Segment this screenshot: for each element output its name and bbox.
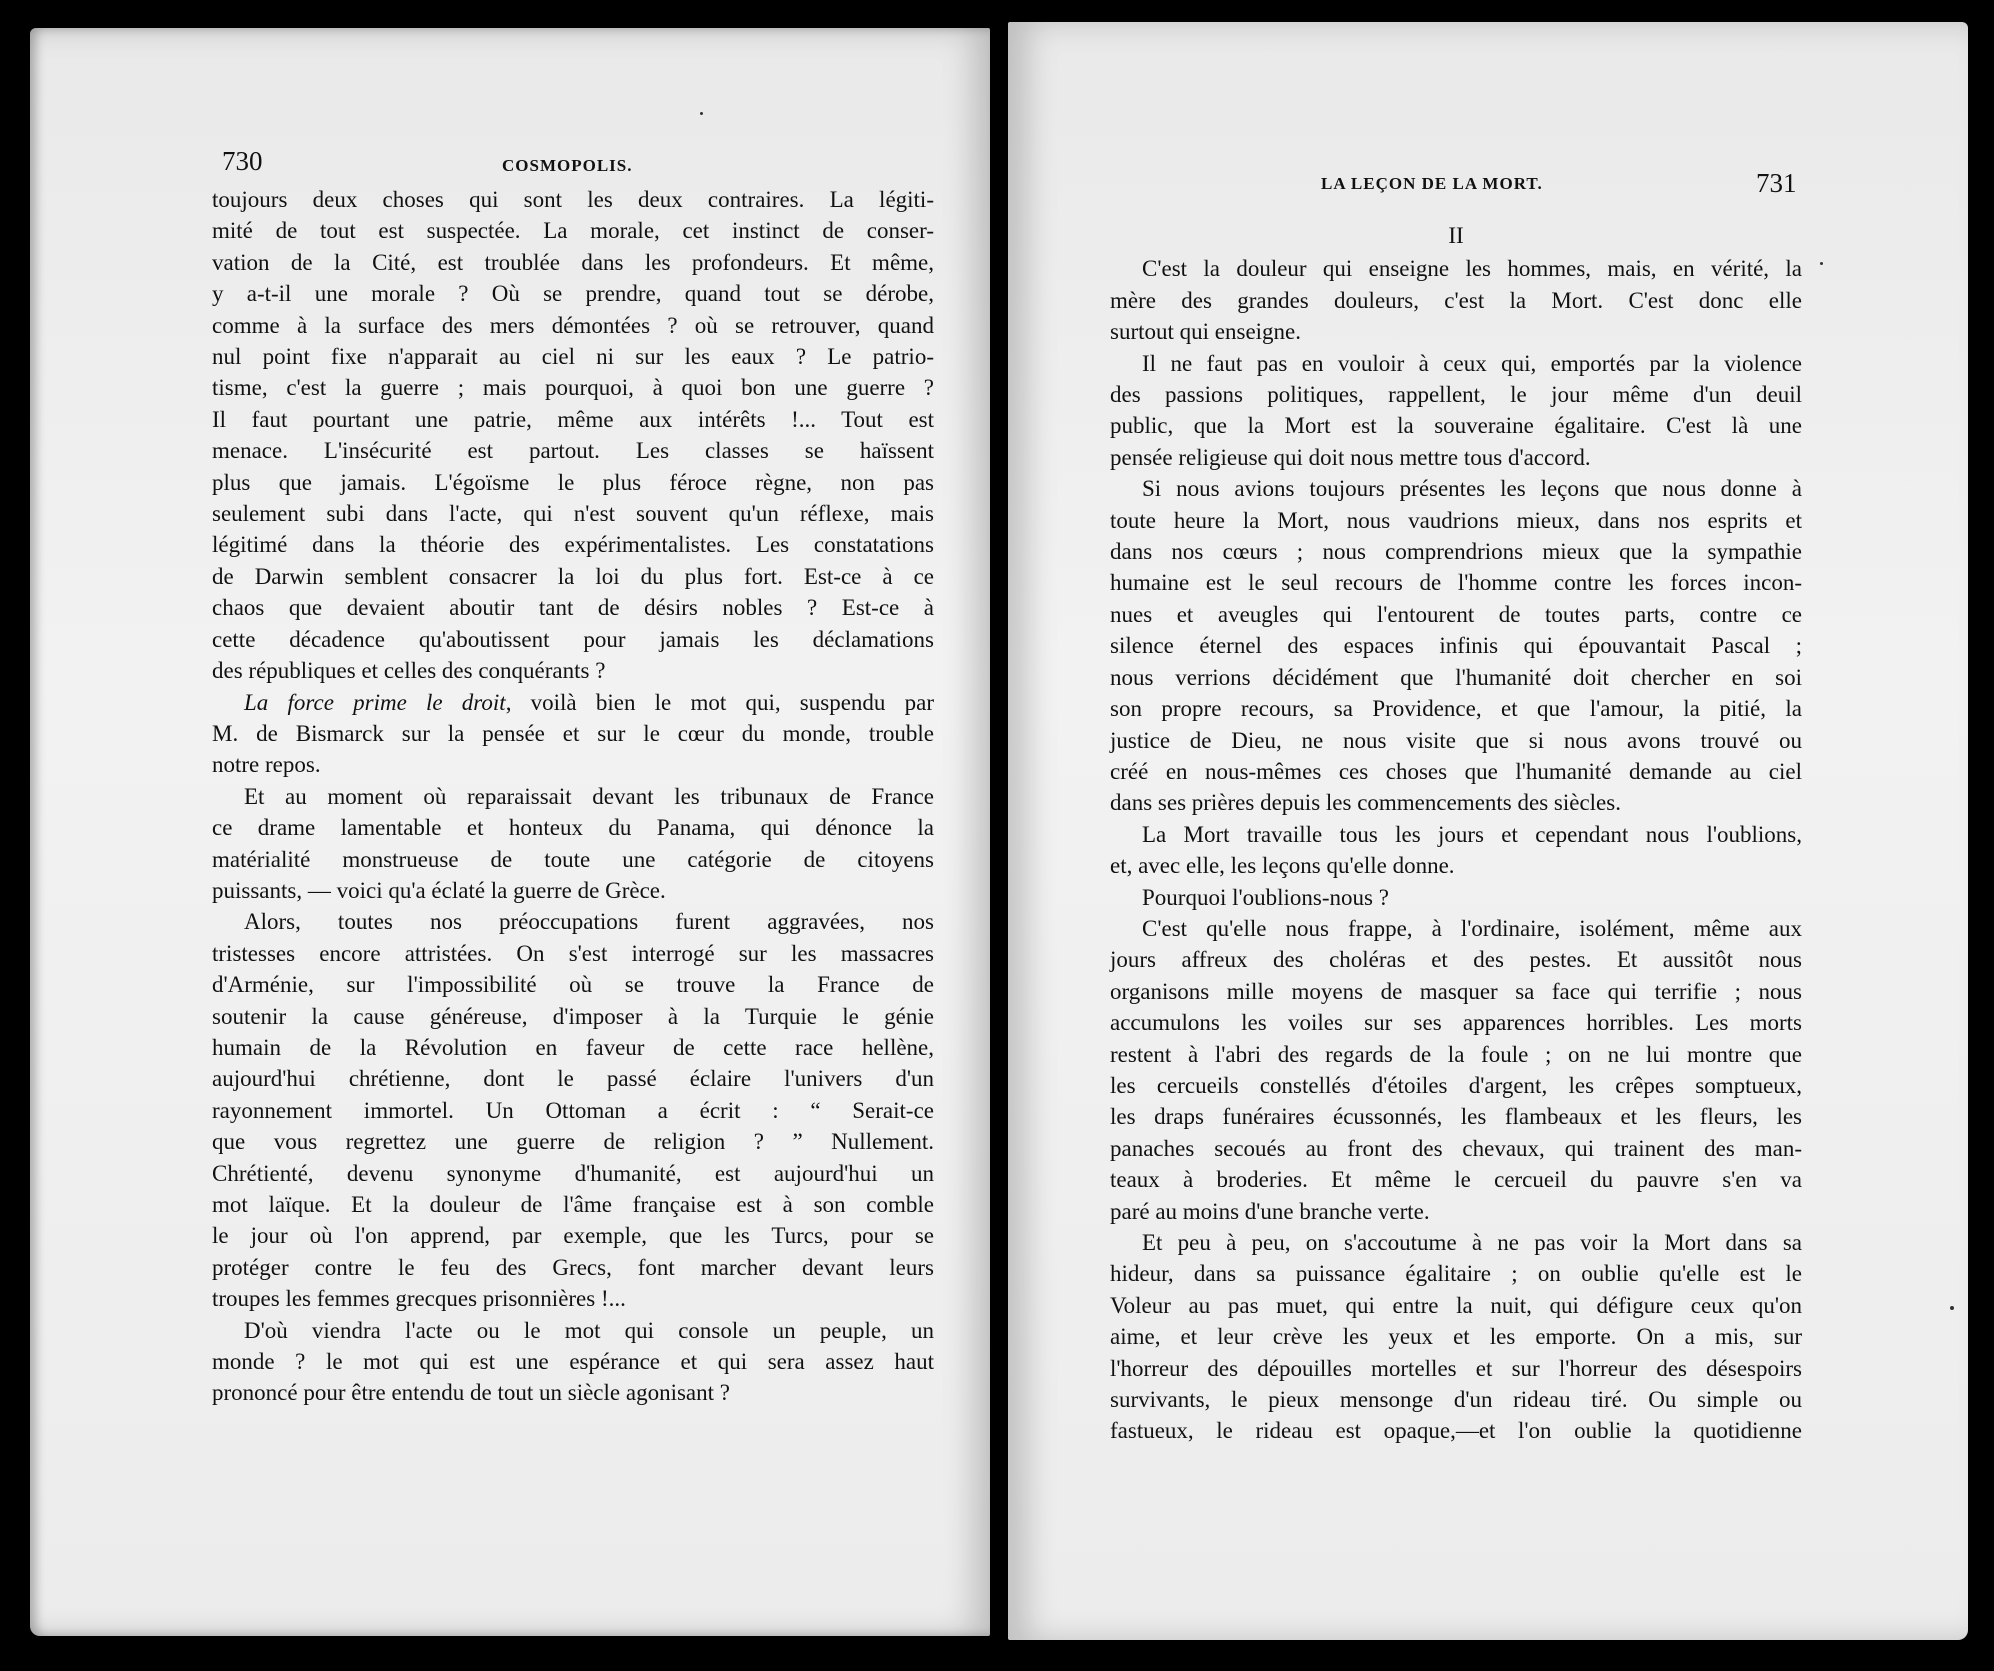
text-line: nul point fixe n'apparait au ciel ni sur les eaux ? Le patrio- xyxy=(212,344,934,370)
text-line: jours affreux des choléras et des pestes. Et aussitôt nous xyxy=(1110,947,1802,973)
text-line: C'est qu'elle nous frappe, à l'ordinaire, isolément, même aux xyxy=(1142,915,1802,941)
text-line: Si nous avions toujours présentes les leçons que nous donne à xyxy=(1142,476,1802,502)
text-line: tristesses encore attristées. On s'est interrogé sur les massacres xyxy=(212,940,934,966)
text-line: teaux à broderies. Et même le cercueil du pauvre s'en va xyxy=(1110,1167,1802,1193)
text-line: vation de la Cité, est troublée dans les profondeurs. Et même, xyxy=(212,249,934,275)
running-head-right: LA LEÇON DE LA MORT. xyxy=(1321,174,1543,193)
text-line: des républiques et celles des conquérants ? xyxy=(212,658,606,684)
text-line: menace. L'insécurité est partout. Les classes se haïssent xyxy=(212,438,934,464)
text-line: restent à l'abri des regards de la foule ; on ne lui montre que xyxy=(1110,1041,1802,1067)
text-line: Pourquoi l'oublions-nous ? xyxy=(1142,884,1389,910)
text-line: La force prime le droit, voilà bien le mot qui, suspendu par xyxy=(244,689,934,715)
text-line: puissants, — voici qu'a éclaté la guerre de Grèce. xyxy=(212,877,666,903)
text-line: hideur, dans sa puissance égalitaire ; on oublie qu'elle est le xyxy=(1110,1261,1802,1287)
text-line: M. de Bismarck sur la pensée et sur le cœur du monde, trouble xyxy=(212,720,934,746)
text-line: comme à la surface des mers démontées ? où se retrouver, quand xyxy=(212,312,934,338)
text-line: Et peu à peu, on s'accoutume à ne pas voir la Mort dans sa xyxy=(1142,1230,1802,1255)
text-line: de Darwin semblent consacrer la loi du plus fort. Est-ce à ce xyxy=(212,563,934,589)
text-line: matérialité monstrueuse de toute une catégorie de citoyens xyxy=(212,846,934,872)
text-line: justice de Dieu, ne nous visite que si nous avons trouvé ou xyxy=(1110,727,1802,753)
text-line: le jour où l'on apprend, par exemple, que les Turcs, pour se xyxy=(212,1223,934,1249)
text-line: toujours deux choses qui sont les deux contraires. La légiti- xyxy=(212,187,934,212)
text-line: Il ne faut pas en vouloir à ceux qui, emportés par la violence xyxy=(1142,350,1802,376)
text-line: notre repos. xyxy=(212,752,321,778)
text-line: aime, et leur crève les yeux et les emporte. On a mis, sur xyxy=(1110,1324,1802,1350)
text-line: les draps funéraires écussonnés, les flambeaux et les fleurs, les xyxy=(1110,1104,1802,1130)
text-line: nous verrions décidément que l'humanité doit chercher en soi xyxy=(1110,664,1802,690)
text-line: surtout qui enseigne. xyxy=(1110,319,1301,345)
text-line: panaches secoués au front des chevaux, qui trainent des man- xyxy=(1110,1135,1802,1161)
text-line: organisons mille moyens de masquer sa face qui terrifie ; nous xyxy=(1110,978,1802,1004)
text-line: troupes les femmes grecques prisonnières !... xyxy=(212,1286,626,1312)
text-line: Il faut pourtant une patrie, même aux intérêts !... Tout est xyxy=(212,406,934,432)
text-line: toute heure la Mort, nous vaudrions mieux, dans nos esprits et xyxy=(1110,507,1802,533)
text-line: dans ses prières depuis les commencements des siècles. xyxy=(1110,790,1621,816)
text-line: mère des grandes douleurs, c'est la Mort. C'est donc elle xyxy=(1110,287,1802,313)
text-line: son propre recours, sa Providence, et que l'amour, la pitié, la xyxy=(1110,696,1802,722)
text-line: cette décadence qu'aboutissent pour jamais les déclamations xyxy=(212,626,934,652)
text-line: paré au moins d'une branche verte. xyxy=(1110,1198,1430,1224)
text-line: humain de la Révolution en faveur de cette race hellène, xyxy=(212,1034,934,1060)
text-line: tisme, c'est la guerre ; mais pourquoi, à quoi bon une guerre ? xyxy=(212,375,934,401)
text-line: Chrétienté, devenu synonyme d'humanité, est aujourd'hui un xyxy=(212,1160,934,1186)
print-speck xyxy=(1820,262,1823,265)
page-number-right: 731 xyxy=(1756,168,1797,198)
text-line: ce drame lamentable et honteux du Panama, qui dénonce la xyxy=(212,815,934,841)
text-line: Voleur au pas muet, qui entre la nuit, qui défigure ceux qu'on xyxy=(1110,1292,1802,1318)
right-page-body xyxy=(1110,220,1802,1447)
print-speck xyxy=(1950,1306,1954,1310)
text-line: accumulons les voiles sur ses apparences horribles. Les morts xyxy=(1110,1010,1802,1036)
text-line: mot laïque. Et la douleur de l'âme française est à son comble xyxy=(212,1192,934,1217)
text-line: légitimé dans la théorie des expérimentalistes. Les constatations xyxy=(212,532,934,558)
text-line: pensée religieuse qui doit nous mettre tous d'accord. xyxy=(1110,444,1591,470)
text-line: y a-t-il une morale ? Où se prendre, quand tout se dérobe, xyxy=(212,281,934,307)
right-page xyxy=(1008,22,1968,1640)
text-line: survivants, le pieux mensonge d'un rideau tiré. Ou simple ou xyxy=(1110,1387,1802,1413)
text-line: D'où viendra l'acte ou le mot qui console un peuple, un xyxy=(244,1317,934,1343)
print-speck xyxy=(700,112,703,115)
text-line: des passions politiques, rappellent, le jour même d'un deuil xyxy=(1110,382,1802,408)
text-line: silence éternel des espaces infinis qui épouvantait Pascal ; xyxy=(1110,633,1802,659)
left-page xyxy=(30,28,990,1636)
text-line: dans nos cœurs ; nous comprendrions mieux que la sympathie xyxy=(1110,539,1802,565)
text-line: rayonnement immortel. Un Ottoman a écrit : “ Serait-ce xyxy=(212,1097,934,1123)
text-line: plus que jamais. L'égoïsme le plus féroce règne, non pas xyxy=(212,469,934,495)
running-head-left: COSMOPOLIS. xyxy=(502,156,633,175)
text-line: soutenir la cause généreuse, d'imposer à la Turquie le génie xyxy=(212,1003,934,1029)
text-line: et, avec elle, les leçons qu'elle donne. xyxy=(1110,853,1455,879)
text-line: Et au moment où reparaissait devant les tribunaux de France xyxy=(244,783,934,809)
text-line: aujourd'hui chrétienne, dont le passé éclaire l'univers d'un xyxy=(212,1066,934,1092)
text-line: d'Arménie, sur l'impossibilité où se trouve la France de xyxy=(212,972,934,998)
text-line: monde ? le mot qui est une espérance et qui sera assez haut xyxy=(212,1349,934,1375)
text-line: l'horreur des dépouilles mortelles et sur l'horreur des désespoirs xyxy=(1110,1355,1802,1381)
text-line: La Mort travaille tous les jours et cependant nous l'oublions, xyxy=(1142,821,1802,847)
text-line: fastueux, le rideau est opaque,—et l'on oublie la quotidienne xyxy=(1110,1418,1802,1444)
text-line: mité de tout est suspectée. La morale, cet instinct de conser- xyxy=(212,218,934,244)
text-line: seulement subi dans l'acte, qui n'est souvent qu'un réflexe, mais xyxy=(212,501,934,527)
text-line: prononcé pour être entendu de tout un siècle agonisant ? xyxy=(212,1380,730,1406)
text-line: C'est la douleur qui enseigne les hommes, mais, en vérité, la xyxy=(1142,256,1802,282)
text-line: Alors, toutes nos préoccupations furent aggravées, nos xyxy=(244,909,934,935)
text-line: créé en nous-mêmes ces choses que l'humanité demande au ciel xyxy=(1110,758,1802,784)
section-heading: II xyxy=(1448,223,1464,248)
left-page-body xyxy=(212,184,934,1409)
text-line: les cercueils constellés d'étoiles d'argent, les crêpes somptueux, xyxy=(1110,1072,1802,1098)
text-line: public, que la Mort est la souveraine égalitaire. C'est là une xyxy=(1110,413,1802,439)
text-line: humaine est le seul recours de l'homme contre les forces incon- xyxy=(1110,570,1802,596)
text-line: protéger contre le feu des Grecs, font marcher devant leurs xyxy=(212,1254,934,1280)
text-line: que vous regrettez une guerre de religion ? ” Nullement. xyxy=(212,1129,934,1155)
page-number-left: 730 xyxy=(222,146,263,176)
text-line: nues et aveugles qui l'entourent de toutes parts, contre ce xyxy=(1110,601,1802,627)
text-line: chaos que devaient aboutir tant de désirs nobles ? Est-ce à xyxy=(212,595,934,621)
